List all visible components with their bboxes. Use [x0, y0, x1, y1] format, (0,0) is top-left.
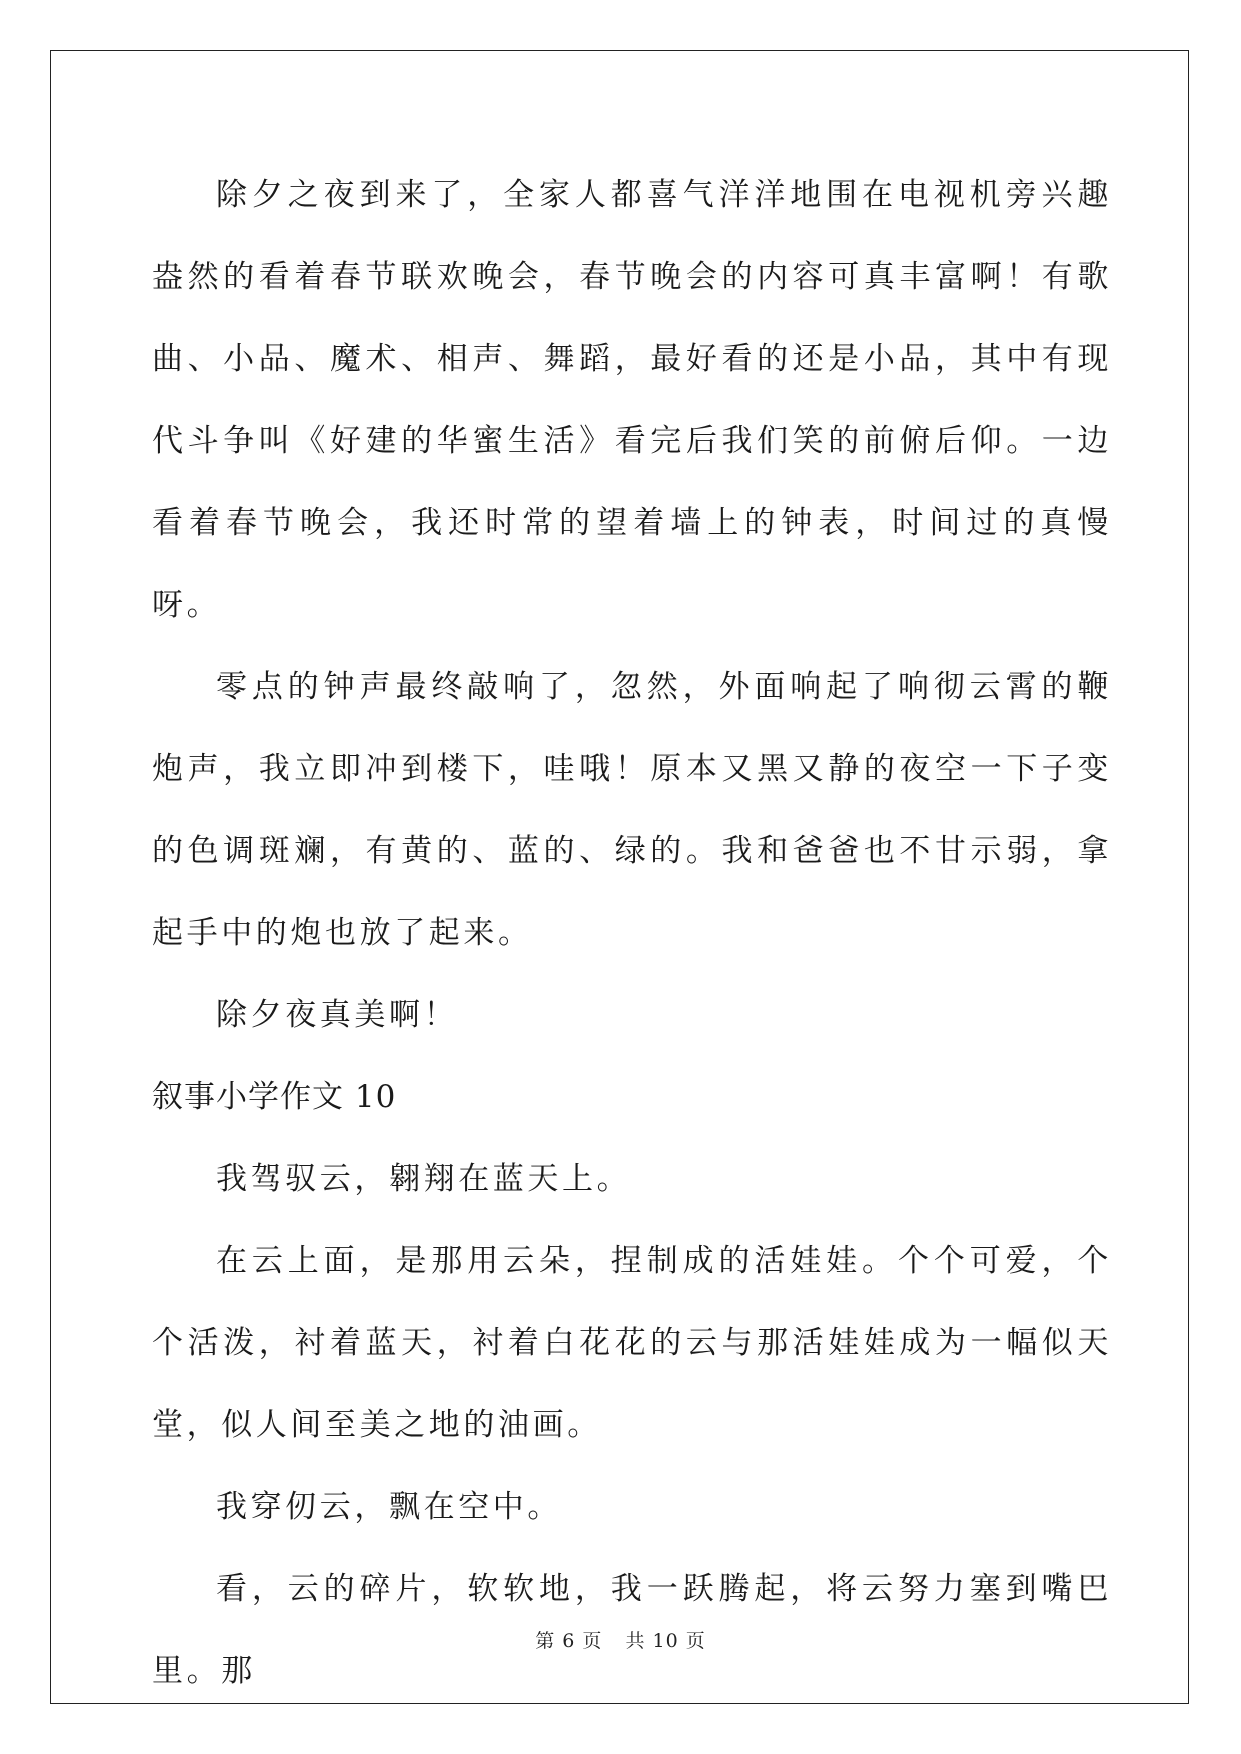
section-paragraph-4: 看，云的碎片，软软地，我一跃腾起，将云努力塞到嘴巴里。那: [152, 1571, 1112, 1689]
paragraph-2: 零点的钟声最终敲响了，忽然，外面响起了响彻云霄的鞭炮声，我立即冲到楼下，哇哦！原本又黑又静的夜空一下子变的色调斑斓，有黄的、蓝的、绿的。我和爸爸也不甘示弱，拿起手中的炮也放了起来。: [152, 669, 1112, 951]
page-total: 共 10 页: [625, 1630, 706, 1652]
section-title: 叙事小学作文 10: [152, 1079, 397, 1115]
section-paragraph-1: 我驾驭云，翱翔在蓝天上。: [216, 1161, 632, 1197]
page-footer: [0, 1626, 1241, 1653]
paragraph-1: 除夕之夜到来了，全家人都喜气洋洋地围在电视机旁兴趣盎然的看着春节联欢晚会，春节晚会的内容可真丰富啊！有歌曲、小品、魔术、相声、舞蹈，最好看的还是小品，其中有现代斗争叫《好建的华蜜生活》看完后我们笑的前俯后仰。一边看着春节晚会，我还时常的望着墙上的钟表，时间过的真慢呀。: [152, 177, 1112, 623]
section-paragraph-3: 我穿仞云，飘在空中。: [216, 1489, 562, 1525]
section-paragraph-2: 在云上面，是那用云朵，捏制成的活娃娃。个个可爱，个个活泼，衬着蓝天，衬着白花花的云与那活娃娃成为一幅似天堂，似人间至美之地的油画。: [152, 1243, 1112, 1443]
document-body: [152, 154, 1112, 1712]
page-number: 第 6 页: [535, 1630, 603, 1652]
paragraph-3: 除夕夜真美啊！: [216, 997, 459, 1033]
